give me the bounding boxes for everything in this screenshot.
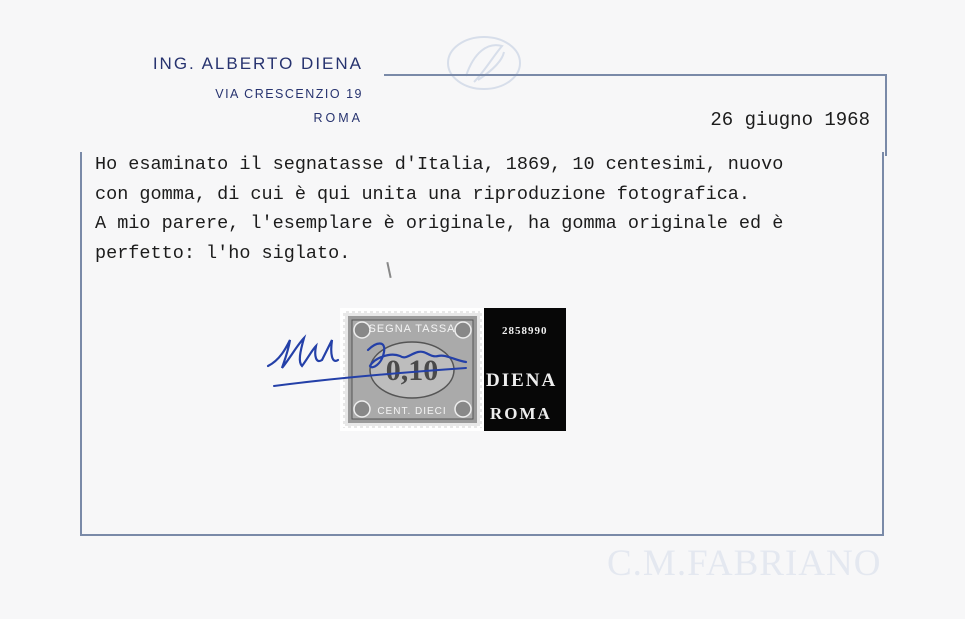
- top-rule: [384, 74, 887, 76]
- stamp-value: 0,10: [385, 354, 439, 387]
- name-text: ALBERTO DIENA: [201, 54, 363, 73]
- text-line: perfetto: l'ho siglato.: [95, 242, 351, 264]
- frame-right-upper: [885, 76, 887, 156]
- certificate-date: 26 giugno 1968: [710, 109, 870, 131]
- letterhead-city: ROMA: [313, 111, 363, 125]
- stamp-bottom-text: CENT. DIECI: [377, 406, 447, 417]
- paper-watermark: C.M.FABRIANO: [607, 543, 882, 584]
- handstamp-line2: ROMA: [490, 404, 552, 423]
- handwritten-signature: [260, 330, 480, 394]
- handstamp-numbers: 2858990: [502, 325, 548, 337]
- text-line: A mio parere, l'esemplare è originale, ha gomma originale ed è: [95, 213, 784, 234]
- monogram-watermark: [444, 32, 524, 94]
- text-line: con gomma, di cui è qui unita una riproduzione fotografica.: [95, 183, 751, 205]
- handstamp-line1: DIENA: [486, 370, 558, 391]
- stamp-top-text: SEGNA TASSA: [368, 323, 456, 335]
- certificate-text: [95, 150, 885, 268]
- letterhead-address: VIA CRESCENZIO 19: [215, 87, 363, 101]
- text-line: Ho esaminato il segnatasse d'Italia, 1869, 10 centesimi, nuovo: [95, 154, 784, 175]
- name-prefix: ING.: [152, 54, 196, 73]
- letterhead-name: [153, 54, 363, 74]
